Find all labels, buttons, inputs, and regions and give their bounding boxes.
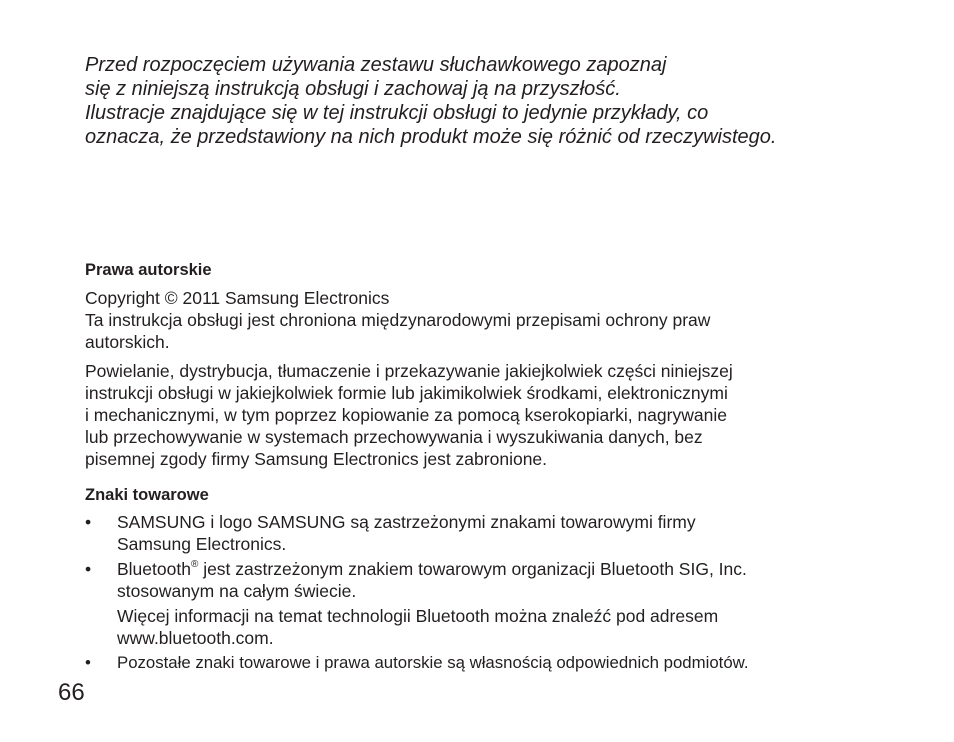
registered-mark: ®	[190, 559, 199, 570]
bullet-icon: •	[85, 559, 92, 579]
page-number: 66	[58, 679, 85, 706]
list-item	[85, 652, 885, 674]
intro-line: Przed rozpoczęciem używania zestawu słuchawkowego zapoznaj	[85, 54, 667, 76]
bullet-icon: •	[85, 653, 91, 672]
trademark-line: stosowanym na całym świecie.	[117, 581, 357, 601]
bluetooth-rest: jest zastrzeżonym znakiem towarowym organizacji Bluetooth SIG, Inc.	[198, 559, 747, 579]
trademark-line: Pozostałe znaki towarowe i prawa autorskie są własnością odpowiednich podmiotów.	[117, 653, 749, 672]
intro-line: oznacza, że przedstawiony na nich produkt może się różnić od rzeczywistego.	[85, 126, 777, 148]
reproduction-line: instrukcji obsługi w jakiejkolwiek formie lub jakimikolwiek środkami, elektronicznymi	[85, 383, 728, 403]
list-item	[85, 558, 885, 649]
reproduction-line: lub przechowywanie w systemach przechowywania i wyszukiwania danych, bez	[85, 427, 703, 447]
copyright-line: Copyright © 2011 Samsung Electronics	[85, 288, 390, 308]
copyright-text	[85, 287, 875, 470]
trademark-line	[117, 558, 885, 580]
trademark-line: Więcej informacji na temat technologii Bluetooth można znaleźć pod adresem	[117, 606, 719, 626]
reproduction-line: Powielanie, dystrybucja, tłumaczenie i przekazywanie jakiejkolwiek części niniejszej	[85, 361, 733, 381]
trademarks-list	[85, 511, 885, 677]
trademark-line: Samsung Electronics.	[117, 534, 287, 554]
trademarks-heading: Znaki towarowe	[85, 486, 209, 504]
intro-notice	[85, 53, 905, 149]
bluetooth-word: Bluetooth	[117, 559, 191, 579]
copyright-line: autorskich.	[85, 332, 170, 352]
intro-line: się z niniejszą instrukcją obsługi i zachowaj ją na przyszłość.	[85, 78, 621, 100]
trademark-line: www.bluetooth.com.	[117, 628, 274, 648]
copyright-line: Ta instrukcja obsługi jest chroniona międzynarodowymi przepisami ochrony praw	[85, 310, 711, 330]
trademark-line: SAMSUNG i logo SAMSUNG są zastrzeżonymi znakami towarowymi firmy	[117, 512, 696, 532]
bullet-icon: •	[85, 512, 92, 532]
intro-line: Ilustracje znajdujące się w tej instrukcji obsługi to jedynie przykłady, co	[85, 102, 709, 124]
reproduction-line: pisemnej zgody firmy Samsung Electronics jest zabronione.	[85, 449, 548, 469]
reproduction-line: i mechanicznymi, w tym poprzez kopiowanie za pomocą kserokopiarki, nagrywanie	[85, 405, 727, 425]
copyright-heading: Prawa autorskie	[85, 261, 212, 279]
list-item	[85, 511, 885, 555]
